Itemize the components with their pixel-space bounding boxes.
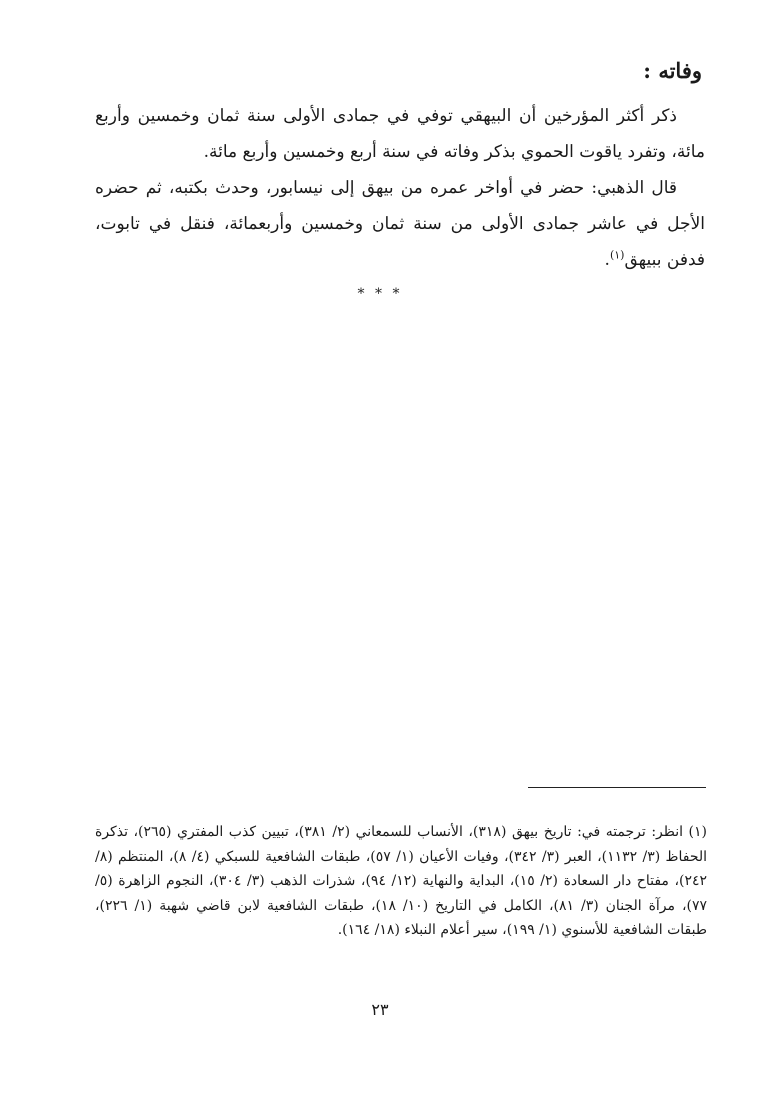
page-number: ٢٣ bbox=[371, 1000, 389, 1019]
body-paragraph-1 bbox=[95, 98, 705, 170]
paragraph-text: ذكر أكثر المؤرخين أن البيهقي توفي في جمادى الأولى سنة ثمان وخمسين وأربع مائة، وتفرد ياقوت الحموي بذكر وفاته في سنة أربع وخمسين وأربع مائة. bbox=[95, 106, 705, 162]
paragraph-end: . bbox=[604, 250, 610, 270]
section-heading: وفاته : bbox=[643, 58, 702, 83]
paragraph-text bbox=[95, 170, 705, 278]
paragraph-body: قال الذهبي: حضر في أواخر عمره من بيهق إلى نيسابور، وحدث بكتبه، ثم حضره الأجل في عاشر جمادى الأولى من سنة ثمان وخمسين وأربعمائة، فنقل في تابوت، فدفن ببيهق bbox=[95, 178, 705, 270]
section-separator: * * * bbox=[357, 286, 403, 302]
body-paragraph-2 bbox=[95, 170, 705, 278]
footnote-text: (١) انظر: ترجمته في: تاريخ بيهق (٣١٨)، الأنساب للسمعاني (٢/ ٣٨١)، تبيين كذب المفتري (٢٦٥)، تذكرة الحفاظ (٣/ ١١٣٢)، العبر (٣/ ٣٤٢)، وفيات الأعيان (١/ ٥٧)، طبقات الشافعية للسبكي (٤/ ٨)، المنتظم (٨/ ٢٤٢)، مفتاح دار السعادة (٢/ ١٥)، البداية والنهاية (١٢/ ٩٤)، شذرات الذهب (٣/ ٣٠٤)، النجوم الزاهرة (٥/ ٧٧)، مرآة الجنان (٣/ ٨١)، الكامل في التاريخ (١٠/ ١٨)، طبقات الشافعية لابن قاضي شهبة (١/ ٢٢٦)، طبقات الشافعية للأسنوي (١/ ١٩٩)، سير أعلام النبلاء (١٨/ ١٦٤). bbox=[95, 824, 708, 938]
footnote-divider bbox=[528, 787, 706, 788]
footnote-reference[interactable]: (١) bbox=[609, 248, 625, 262]
